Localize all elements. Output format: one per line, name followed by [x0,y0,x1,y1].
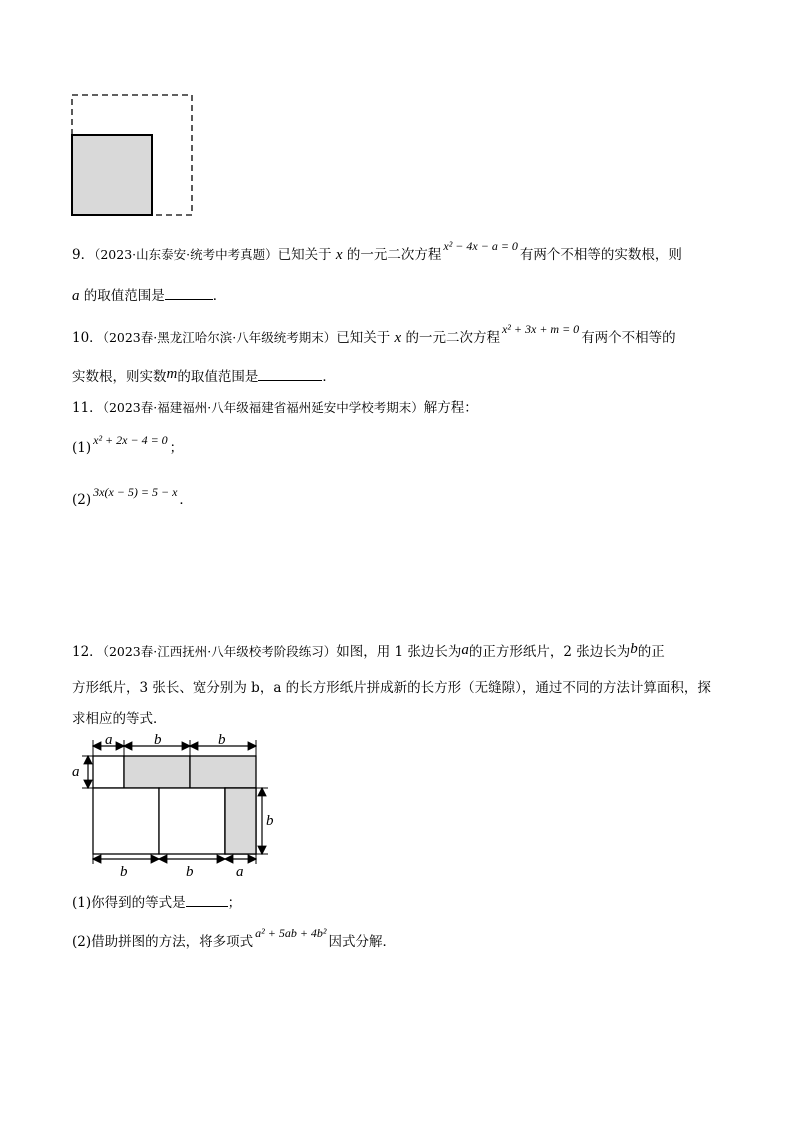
q12-part1 [72,892,241,913]
q9-line1 [72,239,682,265]
q9-text-a: 已知关于 [277,247,332,263]
label-bottom-b2: b [186,864,194,880]
q11-part2-end: ． [179,492,193,508]
q10-text-e: 的取值范围是 [177,369,259,385]
q10-text-a: 已知关于 [336,330,391,346]
q12-part2-text-a: 借助拼图的方法，将多项式 [91,934,254,950]
q12-line1 [72,642,665,662]
q12-source: （2023春·江西抚州·八年级校考阶段练习） [102,644,337,659]
piece-square-b2 [159,788,225,854]
q9-line2 [72,285,226,306]
q10-number: 10． [72,330,103,346]
q11-text: 解方程： [423,400,478,416]
q10-answer-blank[interactable] [258,366,322,381]
q9-text-c: 有两个不相等的实数根，则 [519,247,682,263]
q12-number: 12． [72,644,103,660]
label-left-a: a [72,764,80,780]
q12-var-a: a [461,642,469,658]
q12-line3 [72,709,167,729]
q12-line2 [72,678,711,698]
q11-part1-label: (1) [72,440,92,456]
q9-var-a: a [72,288,80,304]
q12-part2-text-b: 因式分解． [328,934,397,950]
q9-end: ． [212,288,227,304]
q10-text-c: 有两个不相等的 [581,330,676,346]
q11-part1 [72,433,184,458]
q10-source: （2023春·黑龙江哈尔滨·八年级统考期末） [102,330,337,345]
q9-equation: x² − 4x − a = 0 [443,239,518,253]
q9-text-b: 的一元二次方程 [346,247,442,263]
q12-part2-label: (2) [72,934,92,950]
q11-number: 11． [72,400,103,416]
q10-var-m: m [166,366,178,382]
q12-answer-blank[interactable] [186,892,228,907]
q12-line1-b: 的正方形纸片，2 张边长为 [468,644,631,660]
q11-part2-equation: 3x(x − 5) = 5 − x [93,485,178,499]
label-bottom-b1: b [120,864,128,880]
q10-equation: x² + 3x + m = 0 [501,322,580,336]
label-top-b2: b [218,732,226,748]
piece-square-b1 [93,788,159,854]
q12-line3-text: 求相应的等式． [72,711,167,727]
label-top-b1: b [154,732,162,748]
q11-part2 [72,485,193,510]
piece-square-a [93,756,124,788]
q10-text-b: 的一元二次方程 [405,330,500,346]
label-top-a: a [105,732,113,748]
q11-part1-end: ； [169,440,184,456]
piece-rect-top-1 [124,756,190,788]
q9-answer-blank[interactable] [165,285,213,300]
q12-polynomial: a² + 5ab + 4b² [255,926,327,940]
q10-text-d: 实数根，则实数 [72,369,167,385]
q9-source: （2023·山东泰安·统考中考真题） [94,247,278,262]
q10-end: ． [322,369,336,385]
q11-line1 [72,398,478,418]
gray-square [72,135,152,215]
piece-rect-vertical [225,788,256,854]
q12-part1-text: 你得到的等式是 [91,895,186,911]
q11-source: （2023春·福建福州·八年级福建省福州延安中学校考期末） [102,400,424,415]
q12-line1-c: 的正 [637,644,665,660]
q12-part1-end: ； [227,895,242,911]
q9-number: 9． [72,247,95,263]
q9-text-d: 的取值范围是 [83,288,165,304]
q12-figure [68,732,288,882]
q10-var-x: x [394,330,402,346]
q12-part1-label: (1) [72,895,92,911]
q10-line2 [72,366,336,387]
q10-line1 [72,322,676,348]
label-bottom-a: a [236,864,244,880]
label-right-b: b [266,813,274,829]
square-figure [70,93,196,219]
q12-part2 [72,926,397,952]
piece-rect-top-2 [190,756,256,788]
q11-part1-equation: x² + 2x − 4 = 0 [93,433,168,447]
q12-line1-a: 如图，用 1 张边长为 [336,644,462,660]
q12-line2-text: 方形纸片，3 张长、宽分别为 b，a 的长方形纸片拼成新的长方形（无缝隙），通过不同的方法计算面积，探 [72,680,711,696]
q12-var-b: b [630,641,638,657]
q11-part2-label: (2) [72,492,92,508]
q9-var-x: x [335,247,343,263]
